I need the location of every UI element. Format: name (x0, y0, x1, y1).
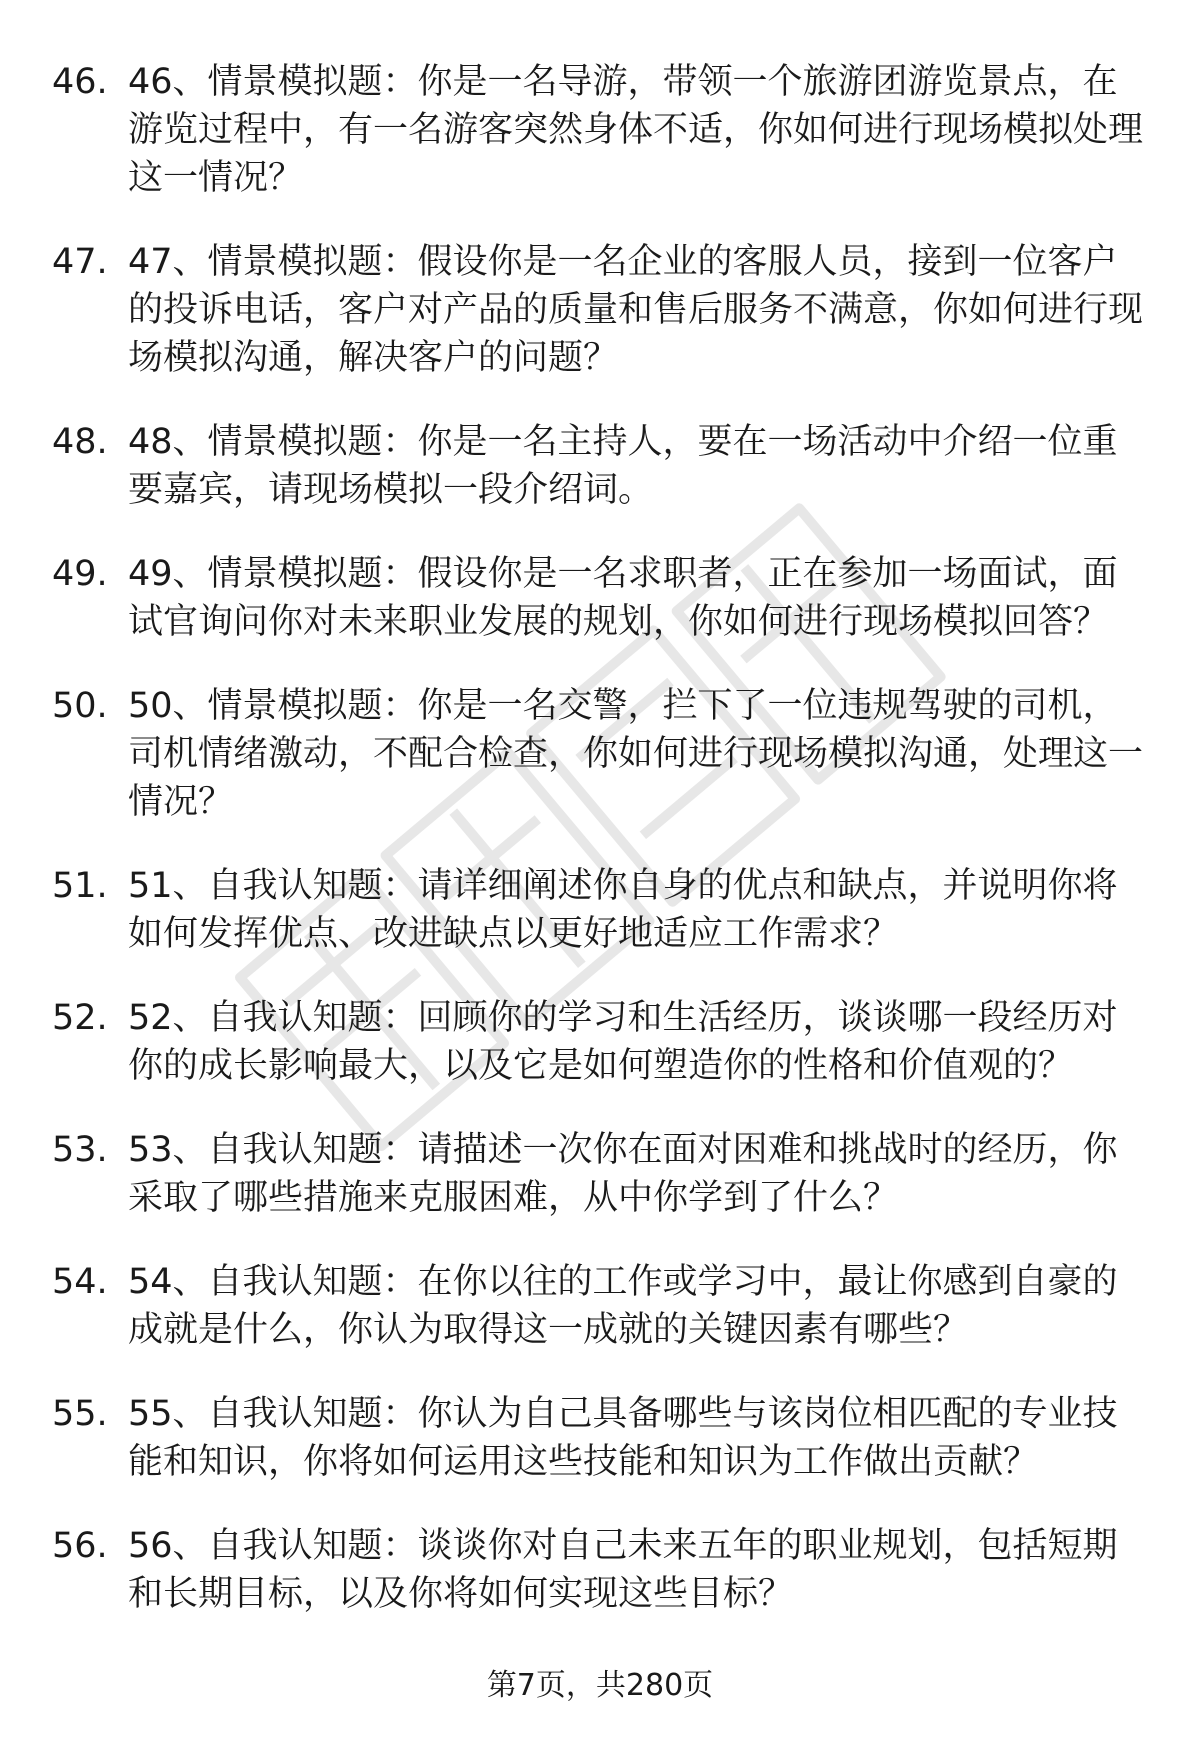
list-item (0, 994, 1200, 1090)
question-number: 46. (52, 62, 108, 102)
question-number: 56. (52, 1526, 108, 1566)
question-text: 48、情景模拟题：你是一名主持人，要在一场活动中介绍一位重要嘉宾，请现场模拟一段介绍词。 (128, 422, 1118, 510)
list-item (0, 550, 1200, 646)
page-number: 第7页，共280页 (486, 1668, 714, 1703)
question-text: 56、自我认知题：谈谈你对自己未来五年的职业规划，包括短期和长期目标，以及你将如何实现这些目标？ (128, 1526, 1118, 1614)
question-text: 49、情景模拟题：假设你是一名求职者，正在参加一场面试，面试官询问你对未来职业发展的规划，你如何进行现场模拟回答？ (128, 554, 1118, 642)
question-number: 51. (52, 866, 108, 906)
question-text: 53、自我认知题：请描述一次你在面对困难和挑战时的经历，你采取了哪些措施来克服困难，从中你学到了什么？ (128, 1130, 1118, 1218)
list-item (0, 418, 1200, 514)
question-number: 52. (52, 998, 108, 1038)
question-text: 52、自我认知题：回顾你的学习和生活经历，谈谈哪一段经历对你的成长影响最大，以及它是如何塑造你的性格和价值观的？ (128, 998, 1118, 1086)
question-number: 48. (52, 422, 108, 462)
question-text: 46、情景模拟题：你是一名导游，带领一个旅游团游览景点，在游览过程中，有一名游客突然身体不适，你如何进行现场模拟处理这一情况？ (128, 62, 1144, 198)
question-list (0, 58, 1200, 1654)
list-item (0, 58, 1200, 202)
question-text: 47、情景模拟题：假设你是一名企业的客服人员，接到一位客户的投诉电话，客户对产品的质量和售后服务不满意，你如何进行现场模拟沟通，解决客户的问题？ (128, 242, 1144, 378)
list-item (0, 1522, 1200, 1618)
list-item (0, 682, 1200, 826)
question-number: 55. (52, 1394, 108, 1434)
list-item (0, 1126, 1200, 1222)
question-text: 54、自我认知题：在你以往的工作或学习中，最让你感到自豪的成就是什么，你认为取得这一成就的关键因素有哪些？ (128, 1262, 1118, 1350)
question-number: 47. (52, 242, 108, 282)
question-number: 50. (52, 686, 108, 726)
question-text: 50、情景模拟题：你是一名交警，拦下了一位违规驾驶的司机，司机情绪激动，不配合检查，你如何进行现场模拟沟通，处理这一情况？ (128, 686, 1144, 822)
list-item (0, 238, 1200, 382)
list-item (0, 1258, 1200, 1354)
list-item (0, 862, 1200, 958)
question-text: 55、自我认知题：你认为自己具备哪些与该岗位相匹配的专业技能和知识，你将如何运用这些技能和知识为工作做出贡献？ (128, 1394, 1118, 1482)
question-number: 54. (52, 1262, 108, 1302)
list-item (0, 1390, 1200, 1486)
question-text: 51、自我认知题：请详细阐述你自身的优点和缺点，并说明你将如何发挥优点、改进缺点以更好地适应工作需求？ (128, 866, 1118, 954)
question-number: 49. (52, 554, 108, 594)
question-number: 53. (52, 1130, 108, 1170)
